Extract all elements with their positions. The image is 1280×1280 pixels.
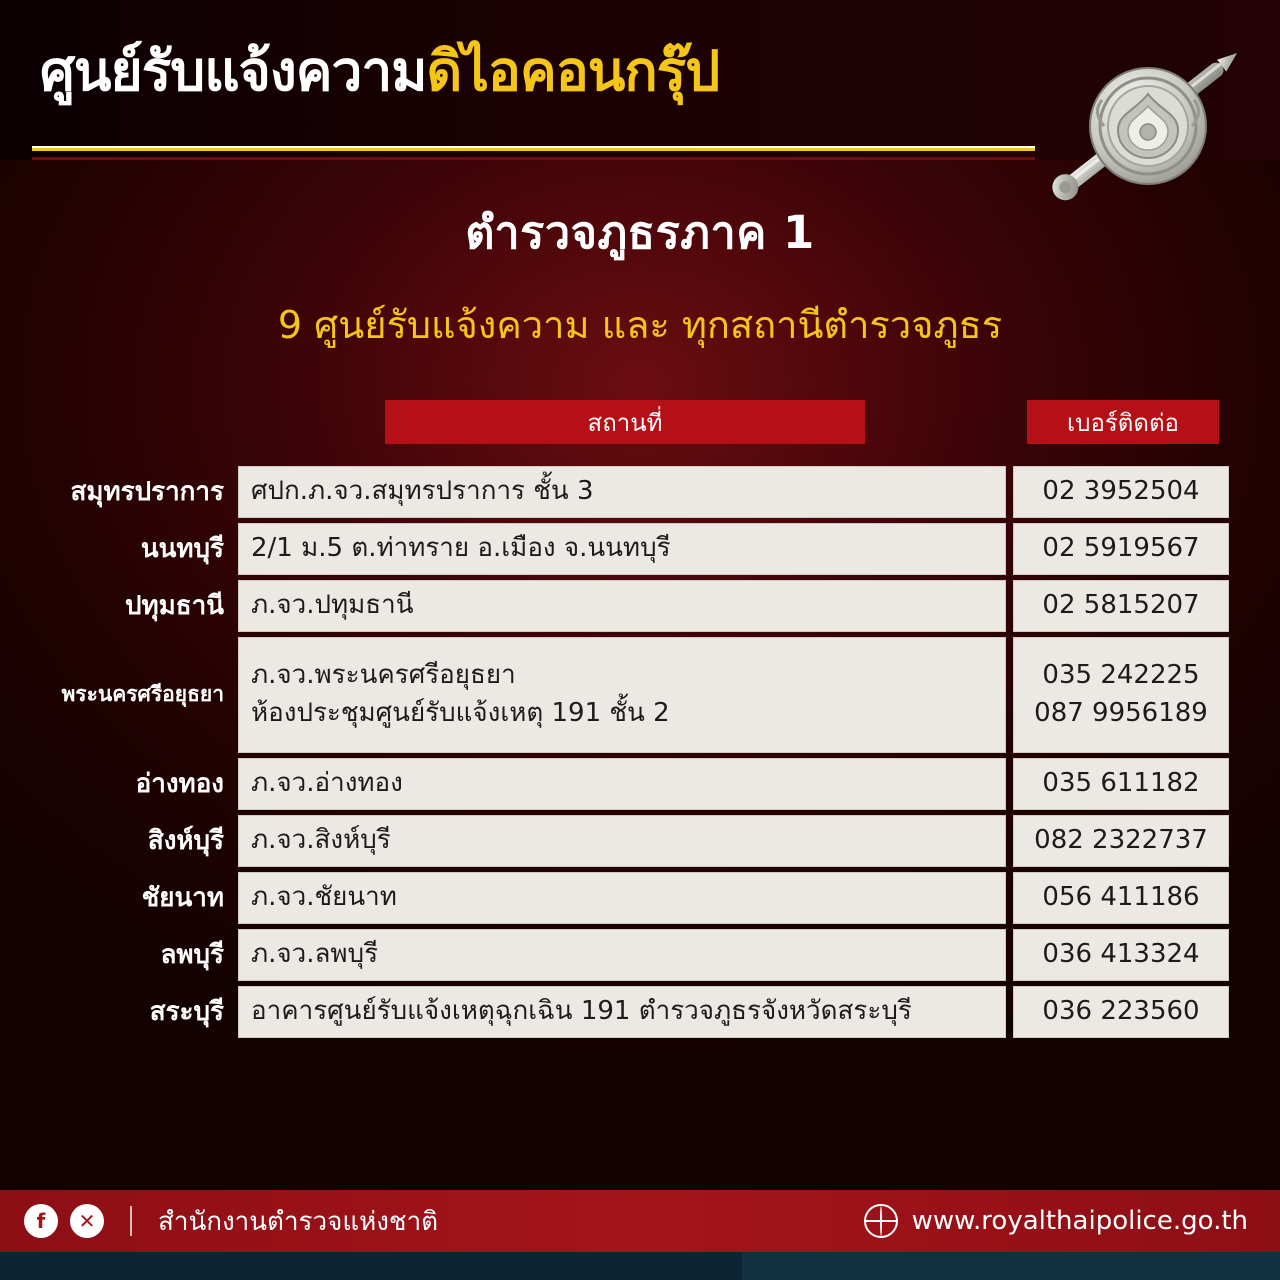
contacts-table	[0, 400, 1280, 1043]
column-header-place: สถานที่	[385, 400, 865, 444]
facebook-icon[interactable]: f	[24, 1204, 58, 1238]
table-row	[0, 986, 1280, 1038]
row-phone[interactable]	[1013, 523, 1229, 575]
page-title: ตำรวจภูธรภาค 1	[465, 206, 815, 259]
row-province: พระนครศรีอยุธยา	[61, 682, 224, 707]
row-province: สิงห์บุรี	[147, 825, 224, 856]
place-line: ภ.จว.ลพบุรี	[251, 939, 379, 970]
phone-line[interactable]: 036 413324	[1042, 939, 1200, 970]
row-province: ปทุมธานี	[124, 590, 224, 621]
header-title-yellow: ดิไอคอนกรุ๊ป	[426, 39, 720, 103]
row-province: อ่างทอง	[135, 768, 224, 799]
row-phone[interactable]	[1013, 986, 1229, 1038]
website-url[interactable]: www.royalthaipolice.go.th	[911, 1206, 1248, 1236]
row-province: สระบุรี	[149, 996, 224, 1027]
place-line: ภ.จว.พระนครศรีอยุธยา	[251, 660, 516, 691]
row-province: ลพบุรี	[160, 939, 224, 970]
row-phone[interactable]	[1013, 637, 1229, 753]
phone-line[interactable]: 087 9956189	[1034, 698, 1208, 728]
table-header-row	[0, 400, 1280, 448]
header-divider-dark	[32, 157, 1035, 160]
phone-line[interactable]: 056 411186	[1042, 882, 1200, 913]
row-place	[238, 523, 1006, 575]
table-row	[0, 523, 1280, 575]
row-phone[interactable]	[1013, 929, 1229, 981]
row-place	[238, 929, 1006, 981]
row-phone[interactable]	[1013, 872, 1229, 924]
phone-line[interactable]: 035 611182	[1042, 768, 1200, 799]
row-place	[238, 637, 1006, 753]
header-title-white: ศูนย์รับแจ้งความ	[40, 39, 427, 103]
row-phone[interactable]	[1013, 466, 1229, 518]
place-line: ภ.จว.ปทุมธานี	[251, 590, 414, 621]
x-twitter-icon[interactable]: ✕	[70, 1204, 104, 1238]
phone-line[interactable]: 02 3952504	[1042, 476, 1200, 507]
row-place	[238, 986, 1006, 1038]
table-row	[0, 815, 1280, 867]
phone-line[interactable]: 02 5815207	[1042, 590, 1200, 621]
row-place	[238, 466, 1006, 518]
footer-bottom-strip-left	[0, 1252, 742, 1280]
place-line: ภ.จว.อ่างทอง	[251, 768, 403, 799]
footer-divider	[130, 1206, 132, 1236]
place-line: ห้องประชุมศูนย์รับแจ้งเหตุ 191 ชั้น 2	[251, 698, 670, 728]
row-province: นนทบุรี	[140, 533, 224, 564]
table-row	[0, 637, 1280, 753]
place-line: ภ.จว.ชัยนาท	[251, 882, 397, 913]
table-row	[0, 466, 1280, 518]
column-header-phone: เบอร์ติดต่อ	[1027, 400, 1219, 444]
row-place	[238, 815, 1006, 867]
table-row	[0, 758, 1280, 810]
row-place	[238, 580, 1006, 632]
place-line: ภ.จว.สิงห์บุรี	[251, 825, 391, 856]
phone-line[interactable]: 036 223560	[1042, 996, 1200, 1027]
globe-icon	[864, 1204, 898, 1238]
phone-line[interactable]: 082 2322737	[1034, 825, 1208, 856]
row-province: ชัยนาท	[141, 882, 224, 913]
place-line: ศปก.ภ.จว.สมุทรปราการ ชั้น 3	[251, 476, 594, 507]
row-place	[238, 872, 1006, 924]
social-links	[24, 1201, 438, 1242]
table-row	[0, 929, 1280, 981]
footer-bar	[0, 1190, 1280, 1252]
phone-line[interactable]: 035 242225	[1042, 660, 1200, 691]
table-row	[0, 872, 1280, 924]
header-title	[40, 39, 720, 103]
organization-name: สำนักงานตำรวจแห่งชาติ	[158, 1206, 439, 1237]
phone-line[interactable]: 02 5919567	[1042, 533, 1200, 564]
website-link[interactable]	[864, 1204, 1248, 1238]
row-province: สมุทรปราการ	[70, 476, 224, 507]
row-phone[interactable]	[1013, 758, 1229, 810]
page-subtitle: 9 ศูนย์รับแจ้งความ และ ทุกสถานีตำรวจภูธร	[277, 303, 1003, 347]
header-divider-gold	[32, 146, 1035, 151]
row-place	[238, 758, 1006, 810]
row-phone[interactable]	[1013, 815, 1229, 867]
place-line: 2/1 ม.5 ต.ท่าทราย อ.เมือง จ.นนทบุรี	[251, 533, 671, 564]
footer-bottom-strip	[0, 1252, 1280, 1280]
place-line: อาคารศูนย์รับแจ้งเหตุฉุกเฉิน 191 ตำรวจภูธรจังหวัดสระบุรี	[251, 996, 912, 1027]
table-row	[0, 580, 1280, 632]
row-phone[interactable]	[1013, 580, 1229, 632]
